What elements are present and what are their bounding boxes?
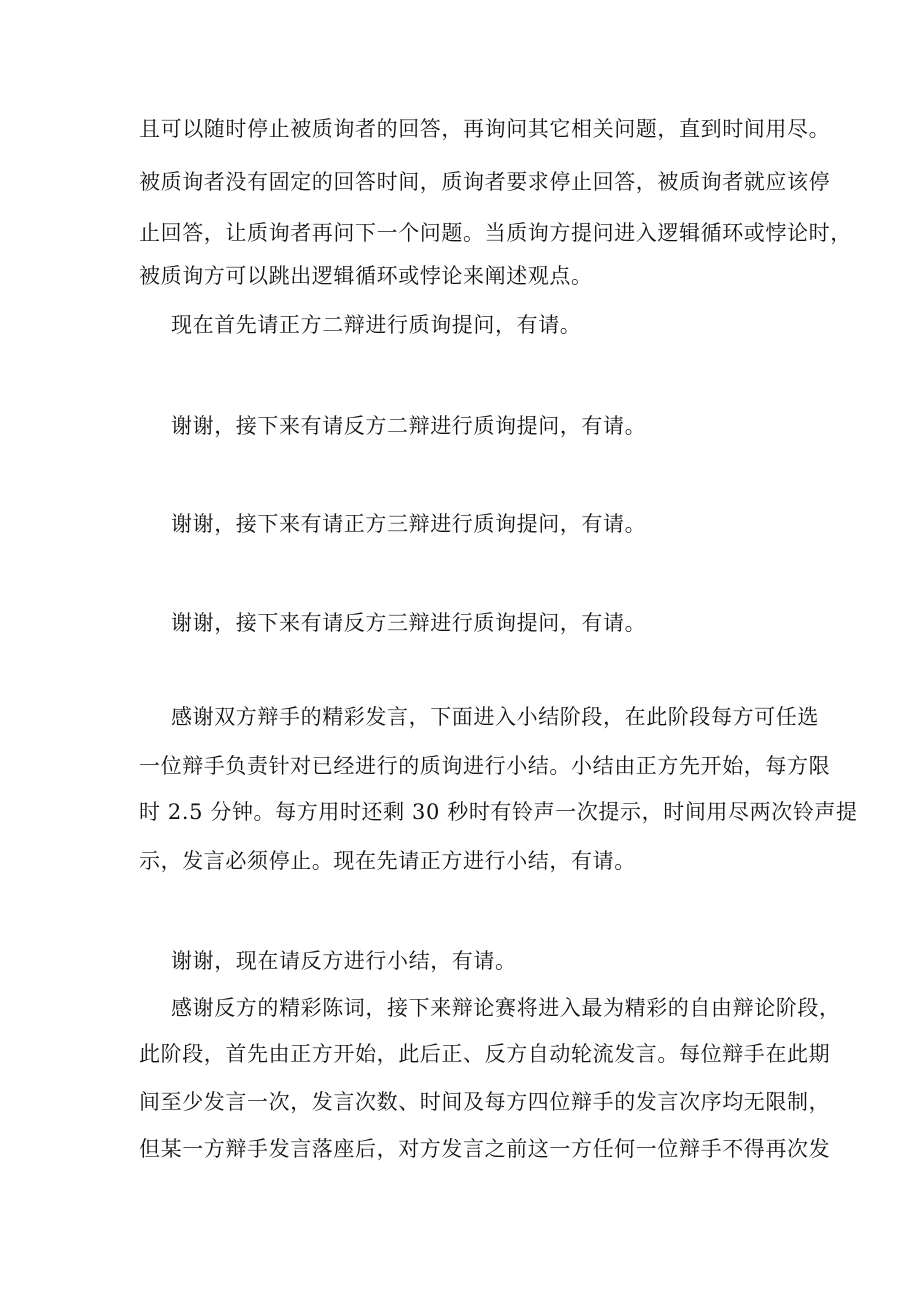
text-line: 止回答，让质询者再问下一个问题。当质询方提问进入逻辑循环或悖论时， (139, 221, 852, 245)
text-line: 谢谢，现在请反方进行小结，有请。 (171, 949, 517, 973)
text-line: 示，发言必须停止。现在先请正方进行小结，有请。 (139, 849, 636, 873)
text-line: 谢谢，接下来有请正方三辩进行质询提问，有请。 (171, 512, 647, 536)
text-line: 被质询方可以跳出逻辑循环或悖论来阐述观点。 (139, 264, 593, 288)
text-line: 现在首先请正方二辩进行质询提问，有请。 (171, 313, 582, 337)
text-line: 谢谢，接下来有请反方三辩进行质询提问，有请。 (171, 611, 647, 635)
text-line: 时 2.5 分钟。每方用时还剩 30 秒时有铃声一次提示，时间用尽两次铃声提 (139, 800, 858, 824)
text-line: 间至少发言一次，发言次数、时间及每方四位辩手的发言次序均无限制， (139, 1090, 831, 1114)
text-line: 且可以随时停止被质询者的回答，再询问其它相关问题，直到时间用尽。 (139, 117, 831, 141)
text-line: 感谢双方辩手的精彩发言，下面进入小结阶段，在此阶段每方可任选 (171, 705, 819, 729)
text-line: 但某一方辩手发言落座后，对方发言之前这一方任何一位辩手不得再次发 (139, 1137, 831, 1161)
text-line: 谢谢，接下来有请反方二辩进行质询提问，有请。 (171, 414, 647, 438)
text-line: 此阶段，首先由正方开始，此后正、反方自动轮流发言。每位辩手在此期 (139, 1042, 831, 1066)
text-line: 一位辩手负责针对已经进行的质询进行小结。小结由正方先开始，每方限 (139, 754, 831, 778)
text-line: 感谢反方的精彩陈词，接下来辩论赛将进入最为精彩的自由辩论阶段， (171, 996, 841, 1020)
text-line: 被质询者没有固定的回答时间，质询者要求停止回答，被质询者就应该停 (139, 170, 831, 194)
